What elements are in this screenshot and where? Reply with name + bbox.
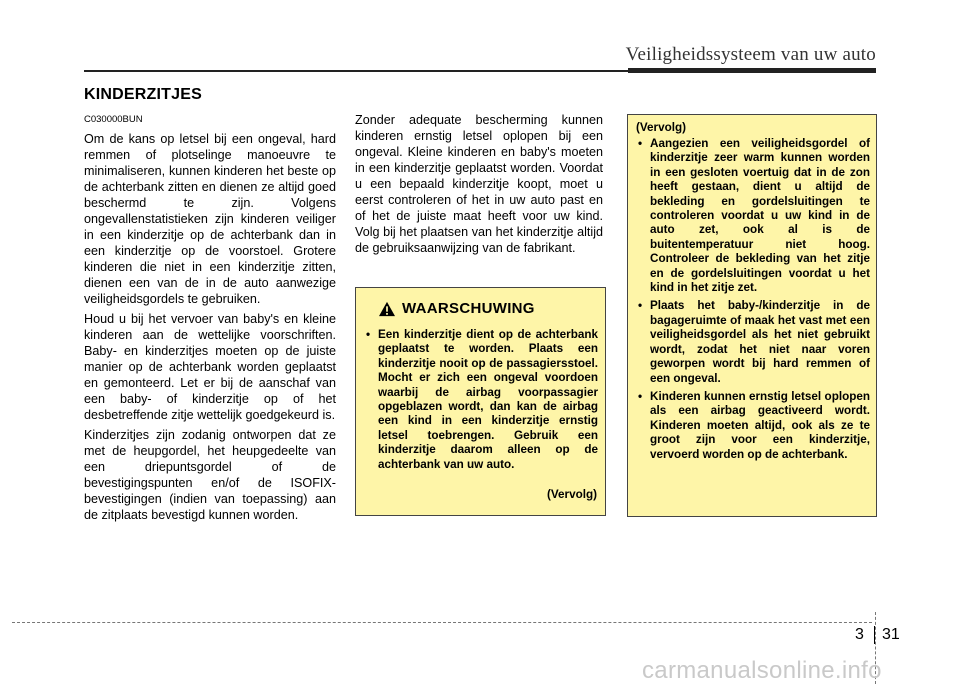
page-number: 31 (882, 626, 900, 643)
warning-title: WAARSCHUWING (402, 300, 535, 317)
warning-item: • Een kinderzitje dient op de achterbank geplaatst te worden. Plaats een kinderzitje nooit op de passagiersstoel. Mocht er zich een ongeval voordoen waarbij de airbag voorpassagier opgeblazen wordt, dan kan de airbag een kind in een kinderzitje ernstig letsel toebrengen. Gebruik een kinderzitje daarom alleen op de achterbank van uw auto. (364, 328, 598, 472)
middle-paragraph: Zonder adequate bescherming kunnen kinderen ernstig letsel oplopen bij een ongeval. Kleine kinderen en baby's moeten in een kinderzitje geplaatst worden. Voordat u een bepaald kinderzitje koopt, moet u eerst controleren of het in uw auto past en of het de juiste maat heeft voor uw kind. Volg bij het plaatsen van het kinderzitje altijd de gebruiksaanwijzing van de fabrikant. (355, 113, 603, 255)
section-code: C030000BUN (84, 114, 143, 125)
chapter-number: 3 (855, 626, 864, 643)
header-accent-bar (628, 68, 876, 73)
section-title: KINDERZITJES (84, 86, 202, 103)
page-number-divider (874, 626, 875, 644)
warning-triangle-icon (378, 301, 396, 317)
continued-item-3: • Kinderen kunnen ernstig letsel oplopen als een airbag geactiveerd wordt. Kinderen moeten altijd, ook als ze te groot zijn voor een kinderzitje, vervoerd worden op de achterbank. (636, 390, 870, 462)
warning-box (355, 287, 606, 516)
warning-list (364, 328, 598, 472)
continued-warning-box (627, 114, 877, 517)
continued-title: (Vervolg) (636, 121, 687, 134)
footer-rule (12, 622, 872, 623)
left-paragraph-3: Kinderzitjes zijn zodanig ontworpen dat ze met de heupgordel, het heupgedeelte van een driepuntsgordel of de bevestigingspunten en/of de ISOFIX-bevestigingen (indien van toepassing) aan de zitplaats bevestigd kunnen worden. (84, 428, 336, 522)
left-paragraph-2: Houd u bij het vervoer van baby's en kleine kinderen aan de wettelijke voorschriften. Baby- en kinderzitjes moeten op de juiste manier op de achterbank worden geplaatst en gemonteerd. Let er bij de aanschaf van een baby- of kinderzitje op of het desbetreffende zitje wettelijk goedgekeurd is. (84, 312, 336, 422)
middle-column (355, 112, 603, 256)
left-paragraph-1: Om de kans op letsel bij een ongeval, hard remmen of plotselinge manoeuvre te minimaliseren, kunnen kinderen het beste op de achterbank zitten en dienen ze altijd goed beschermd te zijn. Volgens ongevallenstatistieken zijn kinderen veiliger in een kinderzitje op de achterbank dan in een kinderzitje op de voorstoel. Grotere kinderen die niet in een kinderzitje zitten, dienen een van de in de auto aanwezige veiligheidsgordels te gebruiken. (84, 132, 336, 306)
left-column (84, 112, 336, 527)
continued-item-2: • Plaats het baby-/kinderzitje in de bagageruimte of maak het vast met een veiligheidsgordel als het niet gebruikt wordt, zodat het niet naar voren geworpen wordt bij hard remmen of een ongeval. (636, 299, 870, 385)
warning-header (378, 300, 535, 317)
warning-continued: (Vervolg) (546, 488, 597, 501)
watermark: carmanualsonline.info (642, 657, 882, 684)
running-header: Veiligheidssysteem van uw auto (625, 44, 876, 65)
continued-item-1: • Aangezien een veiligheidsgordel of kinderzitje zeer warm kunnen worden in een gesloten voertuig dat in de zon heeft gestaan, dient u altijd de bekleding en gordelsluitingen te controleren voordat u uw kind in de auto zet, ook al is de buitentemperatuur niet hoog. Controleer de bekleding van het zitje en de gordelsluitingen voordat u het kind in het zitje zet. (636, 137, 870, 295)
continued-list (636, 137, 870, 466)
